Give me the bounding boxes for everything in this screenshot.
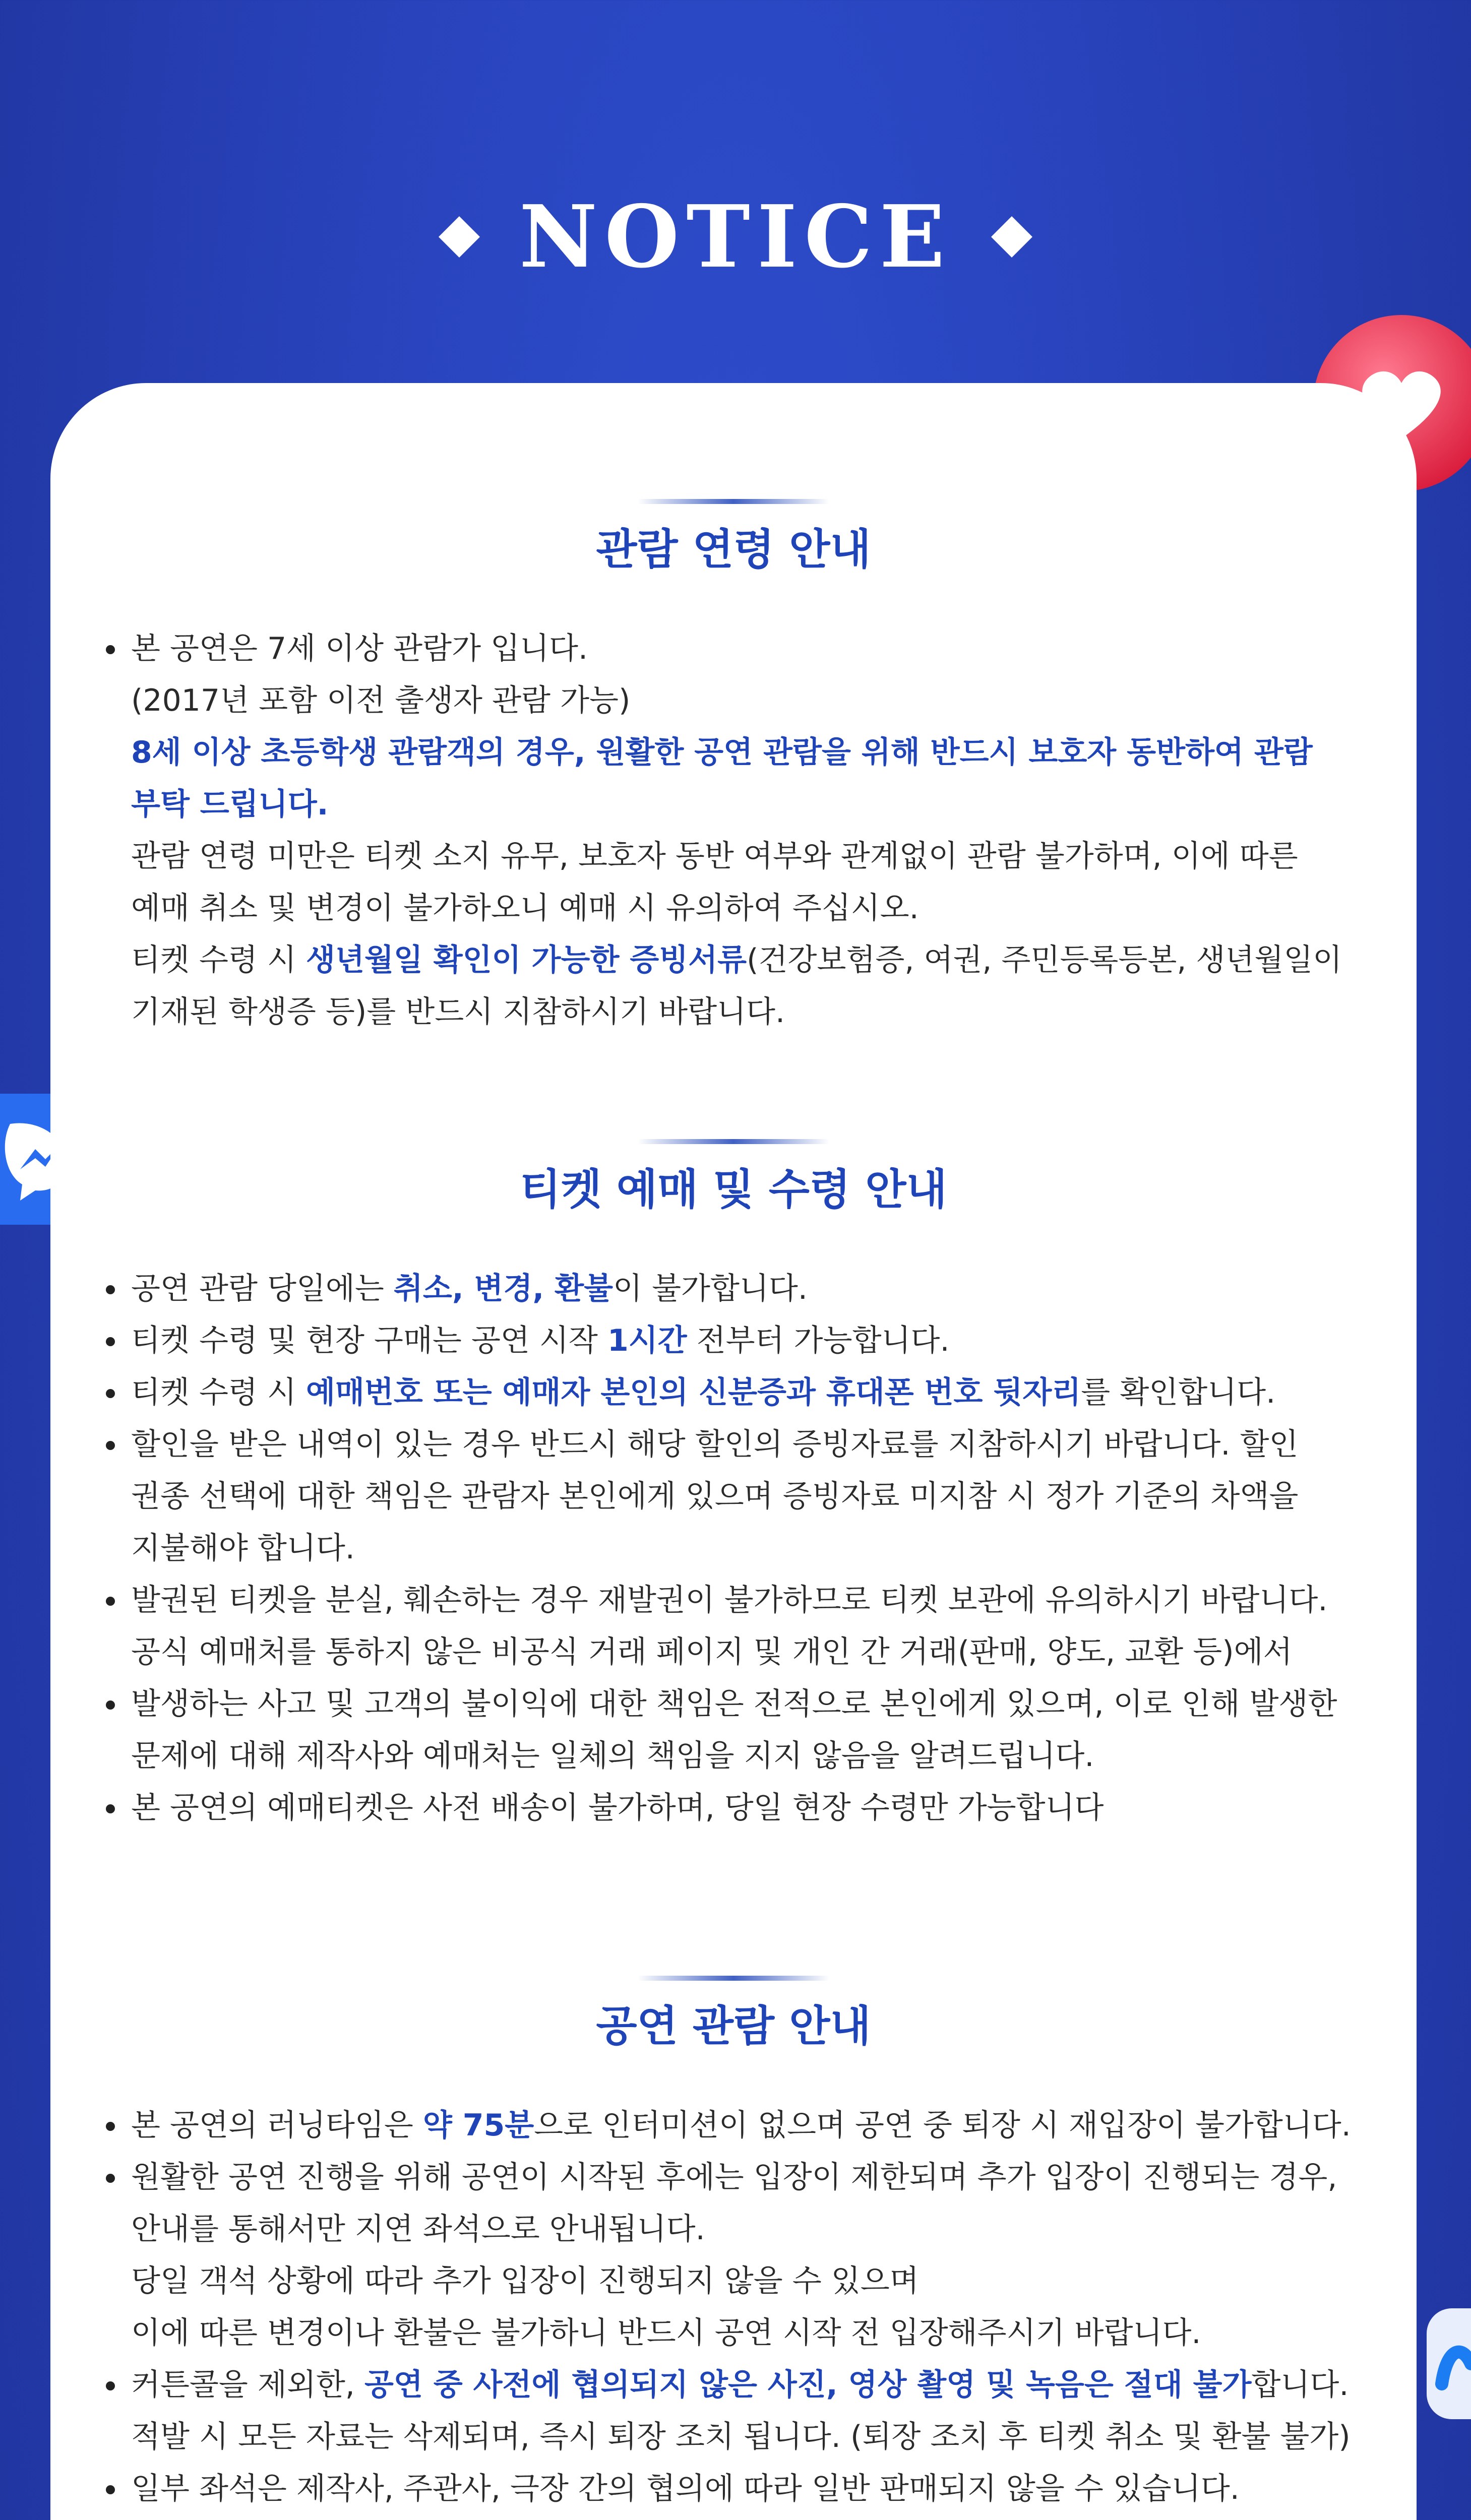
body-text: 예매 취소 및 변경이 불가하오니 예매 시 유의하여 주십시오. bbox=[131, 890, 919, 926]
notice-line bbox=[131, 1782, 1366, 1834]
body-text: 기재된 학생증 등)를 반드시 지참하시기 바랍니다. bbox=[131, 994, 785, 1030]
notice-line bbox=[131, 1626, 1366, 1678]
body-text: (2017년 포함 이전 출생자 관람 가능) bbox=[131, 682, 631, 718]
notice-line bbox=[131, 1574, 1366, 1626]
section-viewing-notice bbox=[50, 1976, 1417, 2515]
notice-line bbox=[131, 831, 1366, 883]
notice-item bbox=[106, 1574, 1366, 1678]
notice-line bbox=[131, 2100, 1366, 2152]
body-text: 티켓 수령 시 bbox=[131, 942, 307, 978]
notice-line bbox=[131, 779, 1366, 831]
notice-line bbox=[131, 2359, 1366, 2411]
section-title: 티켓 예매 및 수령 안내 bbox=[50, 1139, 1417, 1215]
notice-item bbox=[106, 1419, 1366, 1574]
section-age-notice bbox=[50, 499, 1417, 1038]
body-text: 이 불가합니다. bbox=[613, 1271, 808, 1306]
notice-line bbox=[131, 2463, 1366, 2515]
body-text: 으로 인터미션이 없으며 공연 중 퇴장 시 재입장이 불가합니다. bbox=[534, 2107, 1351, 2143]
notice-item bbox=[106, 2359, 1366, 2463]
notice-line bbox=[131, 1419, 1366, 1471]
notice-line bbox=[131, 2307, 1366, 2359]
section-title: 공연 관람 안내 bbox=[50, 1976, 1417, 2052]
notice-title: NOTICE bbox=[519, 186, 952, 287]
body-text: 당일 객석 상황에 따라 추가 입장이 진행되지 않을 수 있으며 bbox=[131, 2263, 919, 2299]
highlight-text: 1시간 bbox=[607, 1322, 687, 1358]
body-text: 원활한 공연 진행을 위해 공연이 시작된 후에는 입장이 제한되며 추가 입장이 진행되는 경우, bbox=[131, 2159, 1337, 2195]
notice-line bbox=[131, 1523, 1366, 1574]
section-list bbox=[50, 623, 1366, 1038]
highlight-text: 8세 이상 초등학생 관람객의 경우, 원활한 공연 관람을 위해 반드시 보호자 동반하여 관람 bbox=[131, 734, 1313, 770]
body-text: 문제에 대해 제작사와 예매처는 일체의 책임을 지지 않음을 알려드립니다. bbox=[131, 1738, 1094, 1774]
body-text: 본 공연의 러닝타임은 bbox=[131, 2107, 423, 2143]
section-list bbox=[50, 2100, 1366, 2515]
notice-item bbox=[106, 2152, 1366, 2359]
highlight-text: 취소, 변경, 환불 bbox=[393, 1271, 614, 1306]
body-text: 티켓 수령 및 현장 구매는 공연 시작 bbox=[131, 1322, 607, 1358]
notice-item bbox=[106, 623, 1366, 1038]
body-text: 티켓 수령 시 bbox=[131, 1374, 307, 1410]
body-text: 발권된 티켓을 분실, 훼손하는 경우 재발권이 불가하므로 티켓 보관에 유의하시기 바랍니다. bbox=[131, 1582, 1328, 1618]
notice-item bbox=[106, 1678, 1366, 1782]
notice-line bbox=[131, 1315, 1366, 1367]
notice-item bbox=[106, 1263, 1366, 1315]
body-text: 할인을 받은 내역이 있는 경우 반드시 해당 할인의 증빙자료를 지참하시기 바랍니다. 할인 bbox=[131, 1426, 1299, 1462]
body-text: 일부 좌석은 제작사, 주관사, 극장 간의 협의에 따라 일반 판매되지 않을 수 있습니다. bbox=[131, 2471, 1240, 2506]
body-text: 합니다. bbox=[1251, 2367, 1349, 2403]
body-text: 이에 따른 변경이나 환불은 불가하니 반드시 공연 시작 전 입장해주시기 바랍니다. bbox=[131, 2315, 1201, 2351]
notice-line bbox=[131, 1730, 1366, 1782]
notice-header bbox=[0, 186, 1471, 287]
body-text: 본 공연의 예매티켓은 사전 배송이 불가하며, 당일 현장 수령만 가능합니다 bbox=[131, 1790, 1104, 1825]
section-title: 관람 연령 안내 bbox=[50, 499, 1417, 575]
body-text: 를 확인합니다. bbox=[1081, 1374, 1276, 1410]
body-text: 본 공연은 7세 이상 관람가 입니다. bbox=[131, 631, 588, 666]
notice-line bbox=[131, 2152, 1366, 2203]
section-ticket-notice bbox=[50, 1139, 1417, 1834]
notice-item bbox=[106, 1782, 1366, 1834]
body-text: 공식 예매처를 통하지 않은 비공식 거래 페이지 및 개인 간 거래(판매, 양도, 교환 등)에서 bbox=[131, 1634, 1293, 1670]
notice-line bbox=[131, 2255, 1366, 2307]
notice-line bbox=[131, 1263, 1366, 1315]
section-list bbox=[50, 1263, 1366, 1834]
body-text: 전부터 가능합니다. bbox=[687, 1322, 950, 1358]
body-text: (건강보험증, 여권, 주민등록등본, 생년월일이 bbox=[747, 942, 1342, 978]
meta-infinity-icon bbox=[1427, 2308, 1471, 2419]
highlight-text: 부탁 드립니다. bbox=[131, 786, 329, 822]
body-text: 안내를 통해서만 지연 좌석으로 안내됩니다. bbox=[131, 2211, 705, 2247]
body-text: 지불해야 합니다. bbox=[131, 1530, 355, 1566]
notice-card bbox=[50, 383, 1417, 2520]
notice-item bbox=[106, 1315, 1366, 1367]
notice-line bbox=[131, 675, 1366, 727]
notice-item bbox=[106, 2100, 1366, 2152]
body-text: 적발 시 모든 자료는 삭제되며, 즉시 퇴장 조치 됩니다. (퇴장 조치 후 티켓 취소 및 환불 불가) bbox=[131, 2419, 1351, 2454]
notice-line bbox=[131, 727, 1366, 779]
notice-line bbox=[131, 883, 1366, 934]
highlight-text: 약 75분 bbox=[422, 2107, 534, 2143]
body-text: 커튼콜을 제외한, bbox=[131, 2367, 364, 2403]
notice-line bbox=[131, 2203, 1366, 2255]
notice-line bbox=[131, 934, 1366, 986]
notice-line bbox=[131, 1678, 1366, 1730]
body-text: 발생하는 사고 및 고객의 불이익에 대한 책임은 전적으로 본인에게 있으며, 이로 인해 발생한 bbox=[131, 1686, 1337, 1722]
highlight-text: 공연 중 사전에 협의되지 않은 사진, 영상 촬영 및 녹음은 절대 불가 bbox=[364, 2367, 1252, 2403]
notice-item bbox=[106, 1367, 1366, 1419]
notice-item bbox=[106, 2463, 1366, 2515]
notice-line bbox=[131, 2411, 1366, 2463]
diamond-right-icon bbox=[991, 216, 1032, 258]
notice-line bbox=[131, 1367, 1366, 1419]
notice-line bbox=[131, 1471, 1366, 1523]
highlight-text: 예매번호 또는 예매자 본인의 신분증과 휴대폰 번호 뒷자리 bbox=[306, 1374, 1081, 1410]
body-text: 관람 연령 미만은 티켓 소지 유무, 보호자 동반 여부와 관계없이 관람 불가하며, 이에 따른 bbox=[131, 838, 1298, 874]
body-text: 권종 선택에 대한 책임은 관람자 본인에게 있으며 증빙자료 미지참 시 정가 기준의 차액을 bbox=[131, 1478, 1299, 1514]
notice-line bbox=[131, 986, 1366, 1038]
highlight-text: 생년월일 확인이 가능한 증빙서류 bbox=[306, 942, 747, 978]
body-text: 공연 관람 당일에는 bbox=[131, 1271, 394, 1306]
notice-line bbox=[131, 623, 1366, 675]
diamond-left-icon bbox=[439, 216, 480, 258]
